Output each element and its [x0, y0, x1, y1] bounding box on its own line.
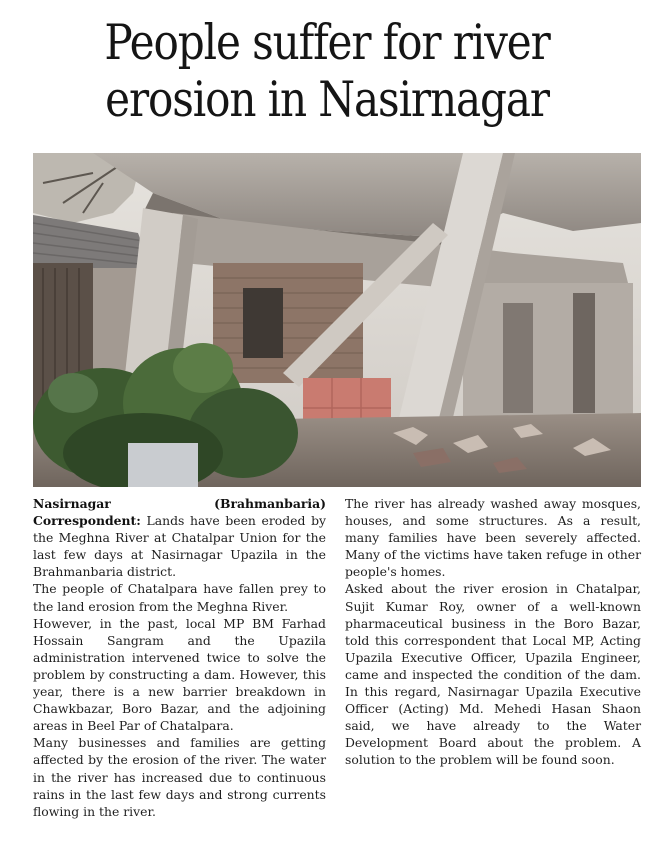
headline-line-1: People suffer for river [104, 14, 550, 71]
photo-illustration [33, 153, 641, 487]
paragraph-2: The people of Chatalpara have fallen prey to the land erosion from the Meghna River. [33, 581, 326, 614]
paragraph-5: The river has already washed away mosques, houses, and some structures. As a result, many families have been severely affected. Many of the victims have taken refuge in other people's homes. [345, 496, 641, 580]
byline: Nasirnagar (Brahmanbaria) Correspondent: [33, 496, 326, 529]
collapsed-building-photo [33, 153, 641, 487]
paragraph-1: Lands have been eroded by the Meghna River at Chatalpar Union for the last few days at Nasirnagar Upazila in the Brahmanbaria district. [33, 513, 326, 580]
headline [46, 14, 608, 128]
paragraph-6: Asked about the river erosion in Chatalpar, Sujit Kumar Roy, owner of a well-known pharmaceutical business in the Boro Bazar, told this correspondent that Local MP, Acting Upazila Executive Officer, Upazila Engineer, came and inspected the condition of the dam. In this regard, Nasirnagar Upazila Executive Officer (Acting) Md. Mehedi Hasan Shaon said, we have already to the Water Development Board about the problem. A solution to the problem will be found soon. [345, 581, 641, 768]
paragraph-3: However, in the past, local MP BM Farhad Hossain Sangram and the Upazila administration intervened twice to solve the problem by constructing a dam. However, this year, there is a new barrier breakdown in Chawkbazar, Boro Bazar, and the adjoining areas in Beel Par of Chatalpara. [33, 615, 326, 734]
paragraph-4: Many businesses and families are getting affected by the erosion of the river. The water in the river has increased due to continuous rains in the last few days and strong currents flowing in the river. [33, 735, 326, 819]
article-column-left [33, 495, 326, 820]
article-column-right [345, 495, 641, 769]
headline-line-2: erosion in Nasirnagar [105, 71, 549, 128]
